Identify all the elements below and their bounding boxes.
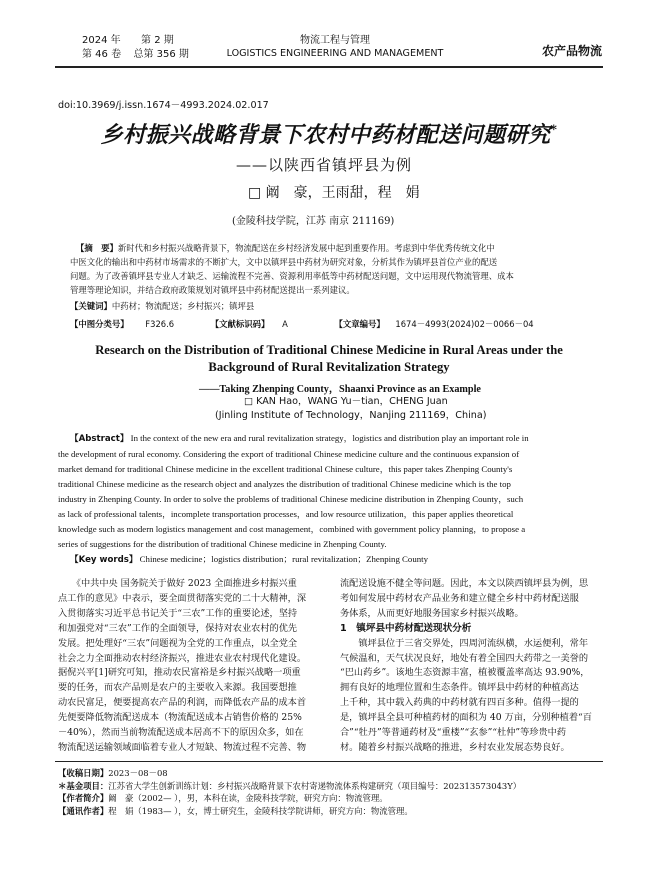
abstract-cn: [58, 241, 603, 297]
abstract-en-line-6: as lack of professional talents，incomplete transportation processes，and low resource utilization，this paper applies theoretical: [58, 509, 514, 519]
body-right-line-3: 务体系，从而更好地服务国家乡村振兴战略。: [340, 607, 524, 619]
keywords-en-text: Chinese medicine；logistics distribution；rural revitalization；Zhenping County: [139, 554, 428, 564]
body-left-line-12: 物流配送运输领域面临着专业人才短缺、物流过程不完善、物: [58, 741, 307, 753]
body-right-column: [340, 577, 605, 756]
body-left-column: [58, 577, 324, 756]
body-left-line-1: 《中共中央 国务院关于做好 2023 全面推进乡村振兴重: [58, 578, 297, 589]
body-left-line-6: 社会之力全面推动农村经济振兴，推进农业农村现代化建设。: [58, 652, 307, 664]
paper-title-cn: [55, 118, 603, 149]
keywords-en: [70, 552, 604, 568]
abstract-cn-line-2: 中医文化的输出和中药材市场需求的不断扩大，文中以镇坪县中药材为研究对象，分析其作为镇坪县首位产业的配送: [70, 257, 498, 267]
header-journal: [200, 34, 470, 60]
paper-title-en-line-2: Background of Rural Revitalization Strategy: [208, 360, 450, 374]
body-right-line-9: 是，镇坪县全县可种植药材的面积为 40 万亩，分别种植着“百: [340, 712, 592, 724]
header-rule: [55, 66, 603, 68]
body-left-line-5: 发展。把处理好“三农”问题视为全党的工作重点，以全党全: [58, 637, 298, 649]
header-section: 农产品物流: [541, 44, 602, 58]
body-right-line-11: 材。随着乡村振兴战略的推进，乡村农业发展态势良好。: [340, 741, 570, 753]
paper-title-en-line-1: Research on the Distribution of Traditional Chinese Medicine in Rural Areas under the: [95, 343, 563, 357]
article-no-value: 1674－4993(2024)02－0066－04: [395, 319, 534, 329]
journal-name-en: LOGISTICS ENGINEERING AND MANAGEMENT: [226, 48, 444, 59]
header-year: 2024 年: [82, 35, 121, 46]
keywords-en-label: 【Key words】: [70, 555, 138, 565]
authors-en: □ KAN Hao，WANG Yu－tian，CHENG Juan: [244, 396, 448, 407]
body-left-line-4: 和加强党对“三农”工作的全面领导，保持对农业农村的优先: [58, 622, 298, 634]
footnotes: [58, 767, 603, 817]
abstract-en-line-3: market demand for traditional Chinese medicine in the excellent traditional Chinese culture，this paper takes Zhenping County's: [58, 464, 513, 474]
doc-code-label: 【文献标识码】: [210, 319, 270, 329]
body-left-line-3: 入贯彻落实习近平总书记关于“三农”工作的重要论述，坚持: [58, 607, 298, 619]
body-left-line-10: 先便要降低物流配送成本（物流配送成本占销售价格的 25%: [58, 712, 302, 724]
body-right-line-6: “巴山药乡”。该地生态资源丰富，植被覆盖率高达 93.90%，: [340, 667, 590, 679]
classification-row: [70, 317, 600, 331]
abstract-cn-line-3: 问题。为了改善镇坪县专业人才缺乏、运输流程不完善、资源利用率低等中药材配送问题，文中运用现代物流管理、成本: [70, 271, 514, 281]
body-right-line-2: 考如何发展中药材农产品业务和建立健全乡村中药材配送服: [340, 592, 579, 604]
footnote-rule: [55, 761, 603, 762]
abstract-en-line-7: knowledge such as modern logistics management and cost management，combined with government policy planning，to propose a: [58, 524, 526, 534]
paper-title-en: [55, 342, 603, 376]
section-heading-1: 1 镇坪县中药材配送现状分析: [340, 622, 472, 634]
body-right-line-5: 气候温和，天气状况良好，地处有着全国四大药带之一美誉的: [340, 652, 589, 664]
footnote-author-text: 阚 豪（2002— ），男，本科在读，金陵科技学院，研究方向：物流管理。: [108, 793, 388, 804]
abstract-cn-line-1: 【摘 要】新时代和乡村振兴战略背景下，物流配送在乡村经济发展中起到重要作用。考虑到中华优秀传统文化中: [76, 243, 495, 253]
footnote-received-label: 【收稿日期】: [58, 768, 109, 778]
header-volume-text: 第 46 卷: [82, 49, 122, 60]
doi: doi:10.3969/j.issn.1674－4993.2024.02.017: [58, 100, 269, 111]
paper-subtitle-en: ——Taking Zhenping County，Shaanxi Province as an Example: [199, 384, 481, 395]
header-issue: 第 2 期: [141, 35, 174, 46]
keywords-cn-label: 【关键词】: [70, 301, 112, 311]
paper-subtitle-cn: ——以陕西省镇坪县为例: [236, 156, 413, 174]
body-left-line-11: －40%），然而当前物流配送成本居高不下的原因众多，如在: [58, 727, 304, 739]
footnote-fund-text: 江苏省大学生创新训练计划：乡村振兴战略背景下农村寄递物流体系构建研究（项目编号：202313573043Y）: [108, 780, 522, 791]
footnote-received-text: 2023－08－08: [108, 768, 168, 778]
body-right-line-8: 上千种，其中载入药典的中药材就有四百多种。值得一提的: [340, 697, 579, 709]
authors-cn: □ 阚 豪，王雨甜，程 娟: [248, 185, 420, 201]
abstract-en-line-8: series of suggestions for the distribution of traditional Chinese medicine in Zhenping County.: [58, 539, 387, 549]
footnote-fund: [58, 780, 603, 793]
header-year-issue: [82, 34, 174, 47]
body-left-line-2: 点工作的意见》中表示，要全面贯彻落实党的二十大精神，深: [58, 592, 307, 604]
abstract-en-label: 【Abstract】: [70, 434, 129, 444]
footnote-corresponding-label: 【通讯作者】: [58, 805, 109, 816]
title-footnote-mark: *: [550, 122, 558, 137]
body-left-line-8: 要的任务，而农产品则是农户的主要收入来源。我国要想推: [58, 682, 297, 694]
keywords-cn-text: 中药材；物流配送；乡村振兴；镇坪县: [111, 301, 255, 311]
footnote-author: [58, 792, 603, 805]
journal-name-cn: 物流工程与管理: [300, 35, 370, 46]
abstract-en-line-2: the development of rural economy. Considering the export of traditional Chinese medicine culture and the continuous expansion of: [58, 449, 520, 459]
body-right-line-10: 合”“牡丹”等普通药材及“重楼”“玄参”“杜仲”等珍贵中药: [340, 727, 567, 739]
abstract-cn-label: 【摘 要】: [76, 243, 118, 253]
keywords-cn: [70, 299, 254, 313]
body-right-line-1: 流配送设施不健全等问题。因此，本文以陕西镇坪县为例，思: [340, 578, 589, 589]
doc-code-value: A: [282, 319, 288, 329]
affiliation-cn: (金陵科技学院，江苏 南京 211169): [232, 216, 395, 227]
footnote-corresponding-text: 程 娟（1983— ），女，博士研究生，金陵科技学院讲师，研究方向：物流管理。: [108, 805, 413, 816]
body-right-line-4: 镇坪县位于三省交界处，四周河流纵横，水运便利，常年: [340, 637, 589, 649]
body-left-line-7: 据倪兴平[1]研究可知，推动农民富裕是乡村振兴战略一项重: [58, 667, 301, 679]
abstract-en: [58, 431, 604, 568]
abstract-en-line-5: industry in Zhenping County. In order to solve the problems of traditional Chinese medicine distribution in Zhenping County，such: [58, 494, 524, 504]
header-volume: [82, 48, 189, 61]
paper-title-cn-text: 乡村振兴战略背景下农村中药材配送问题研究: [100, 122, 551, 148]
clc-label: 【中图分类号】: [70, 319, 129, 329]
body-left-line-9: 动农民富足，便要提高农产品的利润，而降低农产品的成本首: [58, 697, 307, 709]
body-right-line-7: 拥有良好的地理位置和生态条件。镇坪县中药材的种植高达: [340, 682, 579, 694]
affiliation-en: (Jinling Institute of Technology，Nanjing 211169，China): [215, 410, 487, 421]
abstract-cn-line-4: 管理等理论知识，并结合政府政策规划对镇坪县中药材配送提出一系列建议。: [70, 285, 355, 295]
header-total-issue: 总第 356 期: [133, 49, 189, 60]
footnote-corresponding: [58, 805, 603, 818]
footnote-received: [58, 767, 603, 780]
footnote-author-label: 【作者简介】: [58, 793, 109, 804]
footnote-fund-label: ＊基金项目：: [58, 780, 109, 791]
abstract-en-line-1: 【Abstract】 In the context of the new era and rural revitalization strategy，logistics and distribution play an important role in: [70, 433, 529, 444]
article-no-label: 【文章编号】: [334, 319, 385, 329]
clc-value: F326.6: [145, 319, 175, 329]
abstract-en-line-4: traditional Chinese medicine as the research object and analyzes the distribution of traditional Chinese medicine which is the top: [58, 479, 511, 489]
